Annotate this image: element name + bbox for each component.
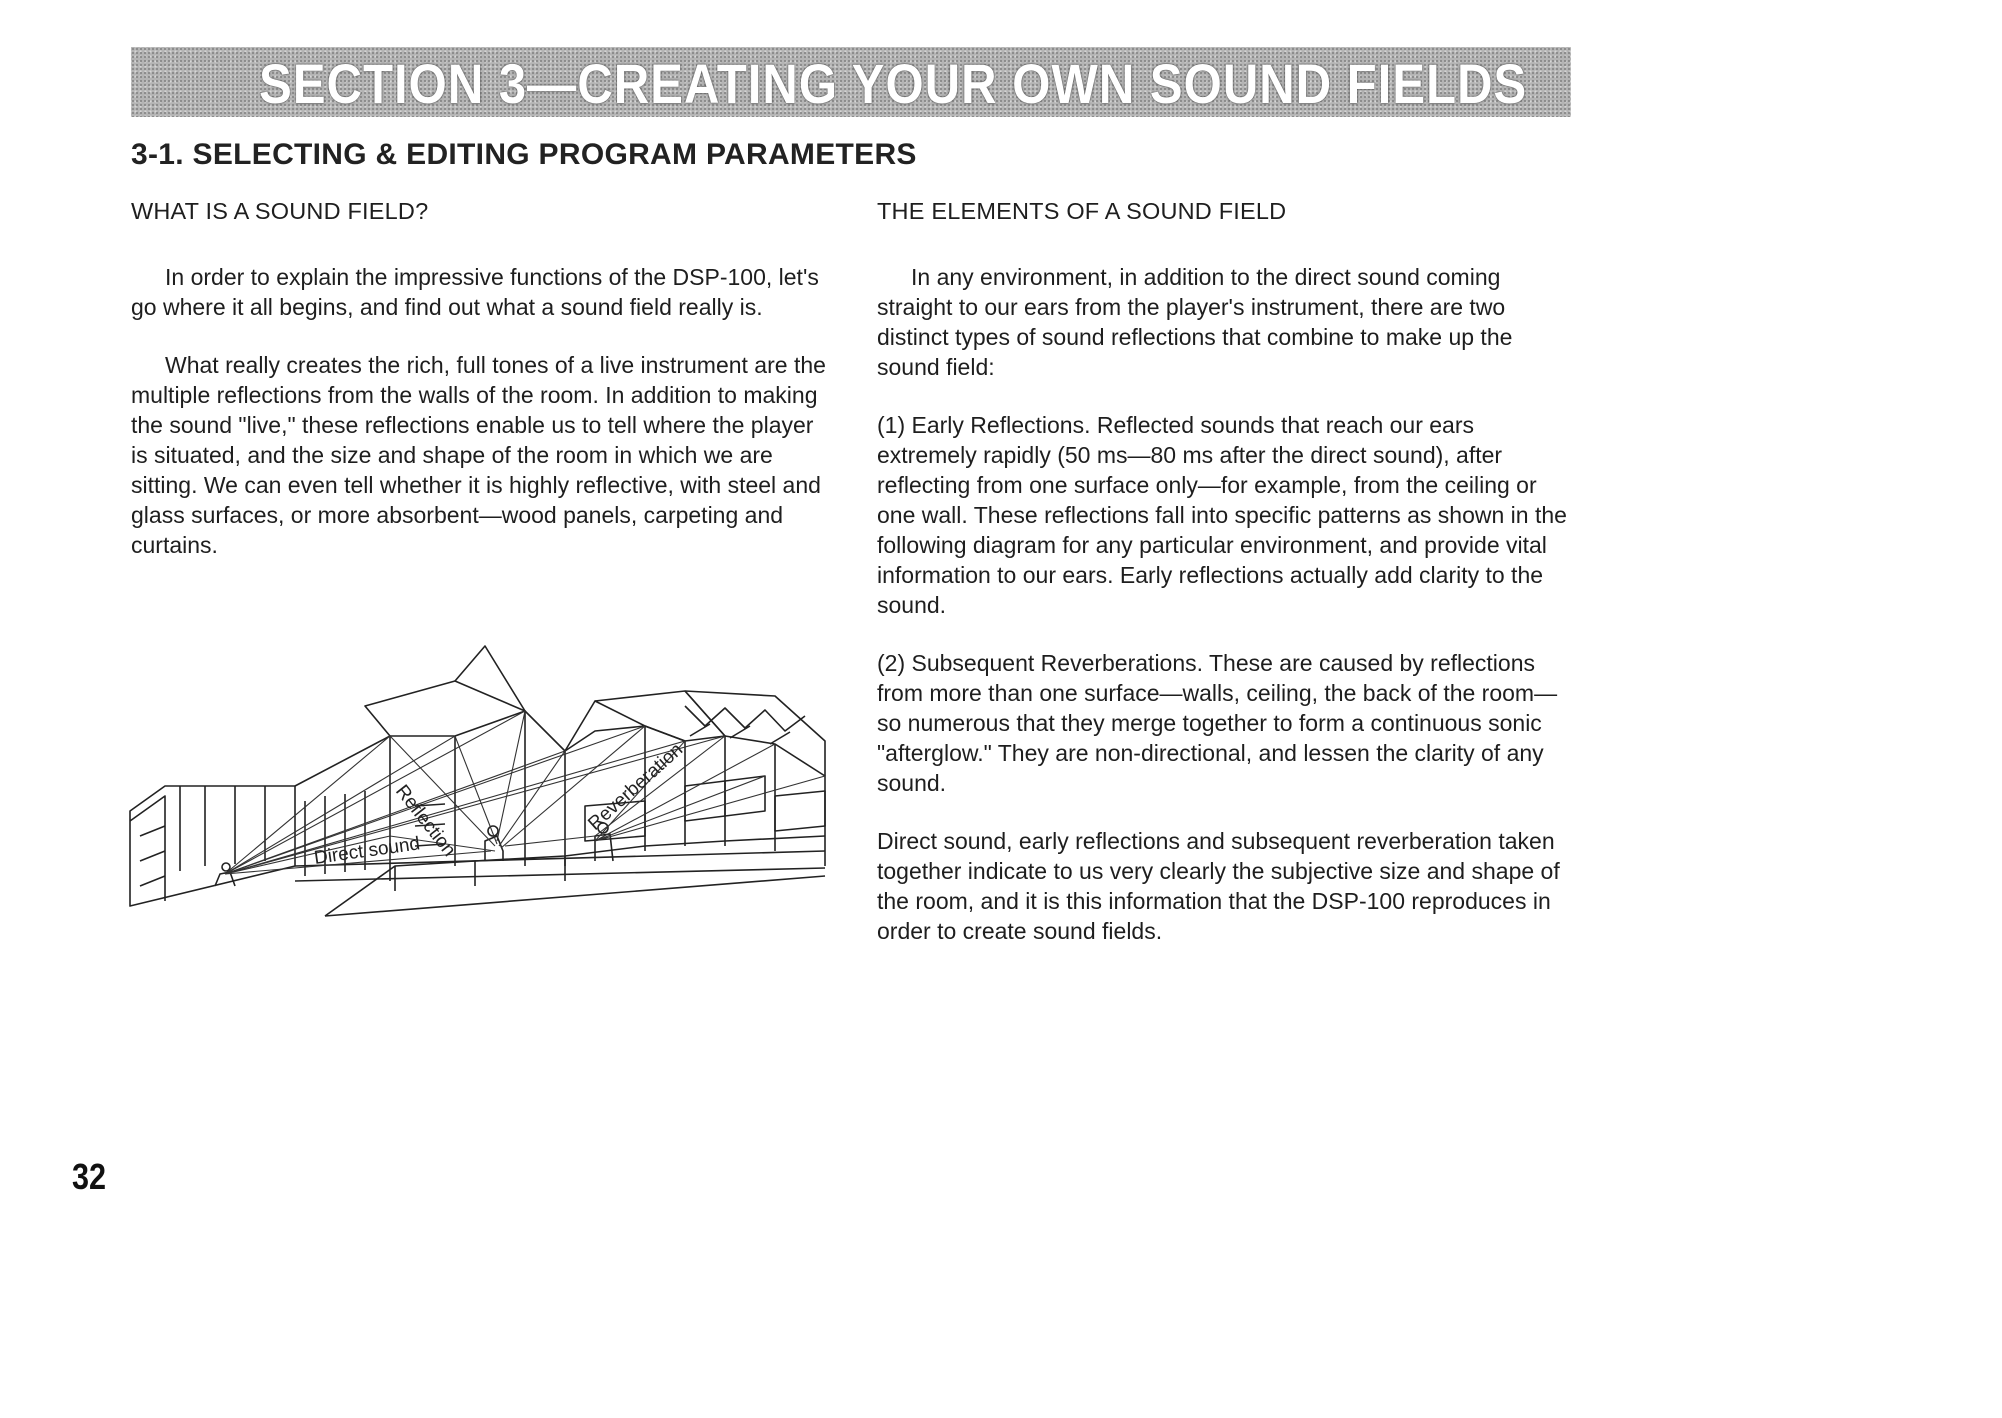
concert-hall-illustration: [125, 636, 830, 936]
early-reflections-paragraph: (1) Early Reflections. Reflected sounds that reach our ears extremely rapidly (50 ms—80 ms after the direct sound), after reflecting from one surface only—for example, from the ceiling or one wall. These reflections fall into specific patterns as shown in the following diagram for any particular environment, and provide vital information to our ears. Early reflections actually add clarity to the sound.: [877, 412, 1567, 618]
left-paragraph: In order to explain the impressive functions of the DSP-100, let's go where it all begins, and find out what a sound field really is.: [131, 264, 819, 320]
left-column: [131, 196, 831, 588]
reverberation-label: Reverberation: [584, 739, 688, 835]
section-banner-title: SECTION 3—CREATING YOUR OWN SOUND FIELDS: [259, 52, 1528, 115]
right-paragraph: In any environment, in addition to the direct sound coming straight to our ears from the player's instrument, there are two distinct types of sound reflections that combine to make up the sound field:: [877, 264, 1513, 380]
right-subheading: THE ELEMENTS OF A SOUND FIELD: [877, 198, 1287, 224]
left-paragraph: What really creates the rich, full tones of a live instrument are the multiple reflections from the walls of the room. In addition to making the sound "live," these reflections enable us to tell where the player is situated, and the size and shape of the room in which we are sitting. We can even tell whether it is highly reflective, with steel and glass surfaces, or more absorbent—wood panels, carpeting and curtains.: [131, 352, 826, 558]
concert-hall-drawing: [125, 636, 830, 936]
summary-paragraph: Direct sound, early reflections and subsequent reverberation taken together indicate to us very clearly the subjective size and shape of the room, and it is this information that the DSP-100 reproduces in order to create sound fields.: [877, 828, 1560, 944]
right-column: [877, 196, 1577, 974]
left-subheading: WHAT IS A SOUND FIELD?: [131, 198, 429, 224]
page-number: 32: [72, 1156, 107, 1197]
reflection-label: Reflection: [391, 781, 460, 861]
section-banner: [131, 47, 1571, 117]
direct-sound-label: Direct sound: [312, 833, 422, 869]
section-heading: 3-1. SELECTING & EDITING PROGRAM PARAMETERS: [131, 138, 917, 171]
subsequent-reverberations-paragraph: (2) Subsequent Reverberations. These are caused by reflections from more than one surface—walls, ceiling, the back of the room—so numerous that they merge together to form a continuous sonic "afterglow." They are non-directional, and lessen the clarity of any sound.: [877, 650, 1558, 796]
